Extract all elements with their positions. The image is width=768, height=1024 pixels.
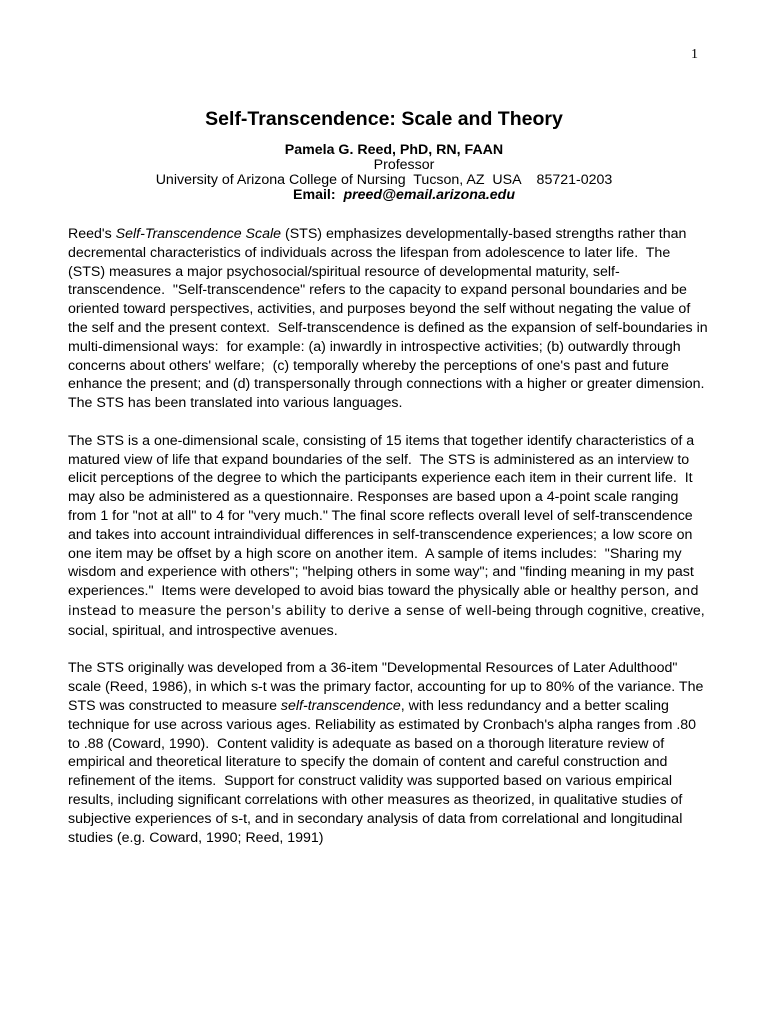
paragraph-3-emphasis: self-transcendence — [280, 697, 401, 714]
author-name: Pamela G. Reed, PhD, RN, FAAN — [284, 142, 504, 158]
paragraph-3-lead: The STS originally was developed from a 36-item "Developmental Resources of Later Adulthood" scale (Reed, 1986), in which s-t was the primary factor, accounting for up to 80% of the variance. The STS was constructed to measure — [68, 660, 708, 714]
email-address[interactable]: preed@email.arizona.edu — [343, 187, 515, 203]
paragraph-3-text: , with less redundancy and a better scaling technique for use across various ages. Reliability as estimated by Cronbach's alpha ranges from .80 to .88 (Coward, 1990). Content validity is adequate as based on a thorough literature review of empirical and theoretical literature to specify the domain of content and careful construction and refinement of the items. Support for construct validity was supported based on various empirical results, including significant correlations with other measures as theorized, in qualitative studies of subjective experiences of s-t, and in secondary analysis of data from correlational and longitudinal studies (e.g. Coward, 1990; Reed, 1991) — [68, 697, 701, 846]
paragraph-2-alt-segment: person, and instead to measure the person's ability to derive a sense of well — [68, 584, 699, 619]
document-title: Self-Transcendence: Scale and Theory — [205, 108, 563, 130]
paragraph-3 — [68, 659, 708, 847]
email-label: Email: — [293, 187, 336, 203]
page-number: 1 — [691, 47, 698, 62]
paragraph-1-lead: Reed's — [68, 226, 116, 242]
paragraph-1 — [68, 225, 713, 413]
author-role: Professor — [373, 157, 435, 173]
paragraph-2 — [68, 432, 708, 641]
paragraph-1-text: (STS) emphasizes developmentally-based strengths rather than decremental characteristics of individuals across the lifespan from adolescence to later life. The (STS) measures a major psychosocial/spiritual resource of developmental maturity, self-transcendence. "Self-transcendence" refers to the capacity to expand personal boundaries and be oriented toward perspectives, activities, and purposes beyond the self without negating the value of the self and the present context. Self-transcendence is defined as the expansion of self-boundaries in multi-dimensional ways: for example: (a) inwardly in introspective activities; (b) outwardly through concerns about others' welfare; (c) temporally whereby the perceptions of one's past and future enhance the present; and (d) transpersonally through connections with a higher or greater dimension. The STS has been translated into various languages. — [68, 226, 713, 412]
document-body — [68, 225, 713, 866]
author-affiliation — [0, 173, 768, 188]
paragraph-2-end: -being through cognitive, creative, social, spiritual, and introspective avenues. — [68, 602, 705, 639]
scale-name: Self-Transcendence Scale — [115, 226, 282, 242]
paragraph-2-text: The STS is a one-dimensional scale, consisting of 15 items that together identify characteristics of a matured view of life that expand boundaries of the self. The STS is administered as an interview to elicit perceptions of the degree to which the participants experience each item in their current life. It may also be administered as a questionnaire. Responses are based upon a 4-point scale ranging from 1 for "not at all" to 4 for "very much." The final score reflects overall level of self-transcendence and takes into account intraindividual differences in self-transcendence experiences; a low score on one item may be offset by a high score on another item. A sample of items includes: "Sharing my wisdom and experience with others"; "helping others in some way"; and "finding meaning in my past experiences." Items were developed to avoid bias toward the physically able or healthy — [68, 432, 699, 600]
email-line — [0, 188, 768, 203]
author-block — [0, 143, 768, 203]
affiliation-text: University of Arizona College of Nursing Tucson, AZ USA 85721-0203 — [155, 172, 613, 188]
